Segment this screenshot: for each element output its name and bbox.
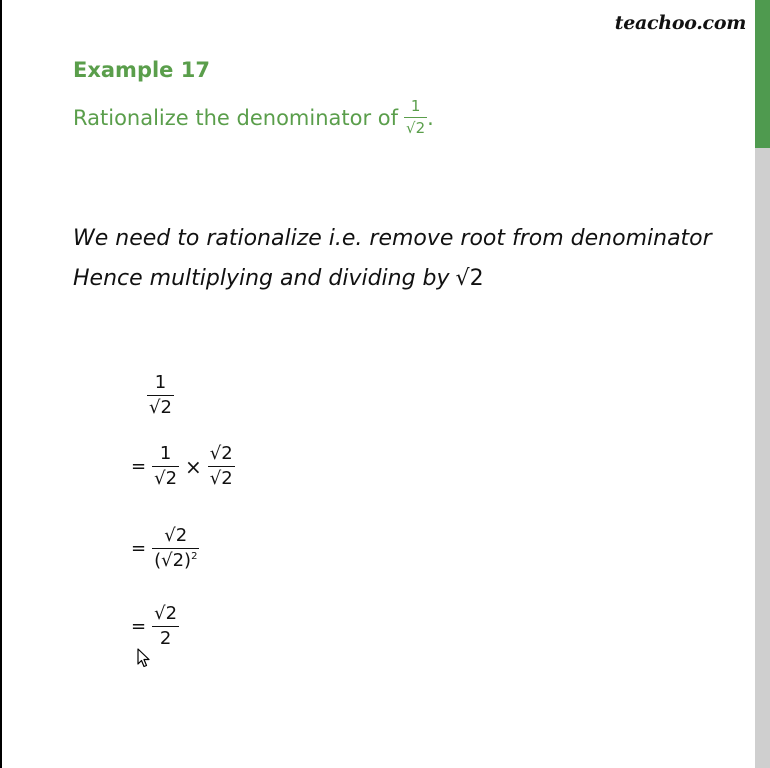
step-1-numerator: 1 — [154, 372, 167, 393]
step-2 — [131, 444, 235, 489]
explanation-line-2 — [73, 266, 484, 291]
equals-sign: = — [131, 538, 147, 559]
step-3-numerator: √2 — [164, 525, 188, 546]
step-4-fraction — [152, 604, 179, 649]
left-border — [0, 0, 2, 768]
question-numerator: 1 — [410, 97, 421, 115]
step-2-denominator-1: √2 — [154, 468, 178, 489]
step-2-numerator-2: √2 — [209, 443, 233, 464]
fraction-bar — [147, 395, 174, 396]
step-3-denominator — [152, 551, 199, 571]
scrollbar-thumb[interactable] — [755, 0, 770, 148]
step-4 — [131, 604, 179, 649]
step-1 — [147, 373, 174, 418]
step-3-exponent: 2 — [191, 551, 198, 562]
brand-logo: teachoo.com — [614, 12, 746, 34]
fraction-bar — [152, 626, 179, 627]
step-2-numerator-1: 1 — [159, 443, 172, 464]
question — [73, 98, 434, 137]
step-4-numerator: √2 — [154, 603, 178, 624]
step-1-denominator: √2 — [149, 397, 172, 418]
step-2-fraction-1 — [152, 444, 179, 489]
explanation-radical: √2 — [455, 266, 484, 291]
equals-sign: = — [131, 616, 147, 637]
step-1-fraction — [147, 373, 174, 418]
example-title: Example 17 — [73, 58, 210, 82]
step-4-denominator: 2 — [159, 628, 172, 649]
fraction-bar — [152, 548, 199, 549]
question-fraction — [404, 98, 427, 137]
step-3-denominator-base: (√2) — [154, 550, 192, 571]
step-3-fraction — [152, 526, 199, 571]
fraction-bar — [208, 466, 235, 467]
question-suffix: . — [427, 105, 434, 130]
fraction-bar — [404, 117, 427, 118]
times-sign: × — [185, 454, 202, 479]
scrollbar[interactable] — [755, 0, 770, 768]
equals-sign: = — [131, 456, 147, 477]
step-2-fraction-2 — [208, 444, 235, 489]
explanation-line-2-text: Hence multiplying and dividing by — [73, 266, 450, 291]
question-denominator: √2 — [406, 119, 426, 137]
step-2-denominator-2: √2 — [209, 468, 233, 489]
step-3 — [131, 526, 199, 571]
question-prefix: Rationalize the denominator of — [73, 105, 399, 130]
mouse-cursor-icon — [137, 648, 151, 668]
explanation-line-1: We need to rationalize i.e. remove root from denominator — [73, 226, 712, 251]
fraction-bar — [152, 466, 179, 467]
